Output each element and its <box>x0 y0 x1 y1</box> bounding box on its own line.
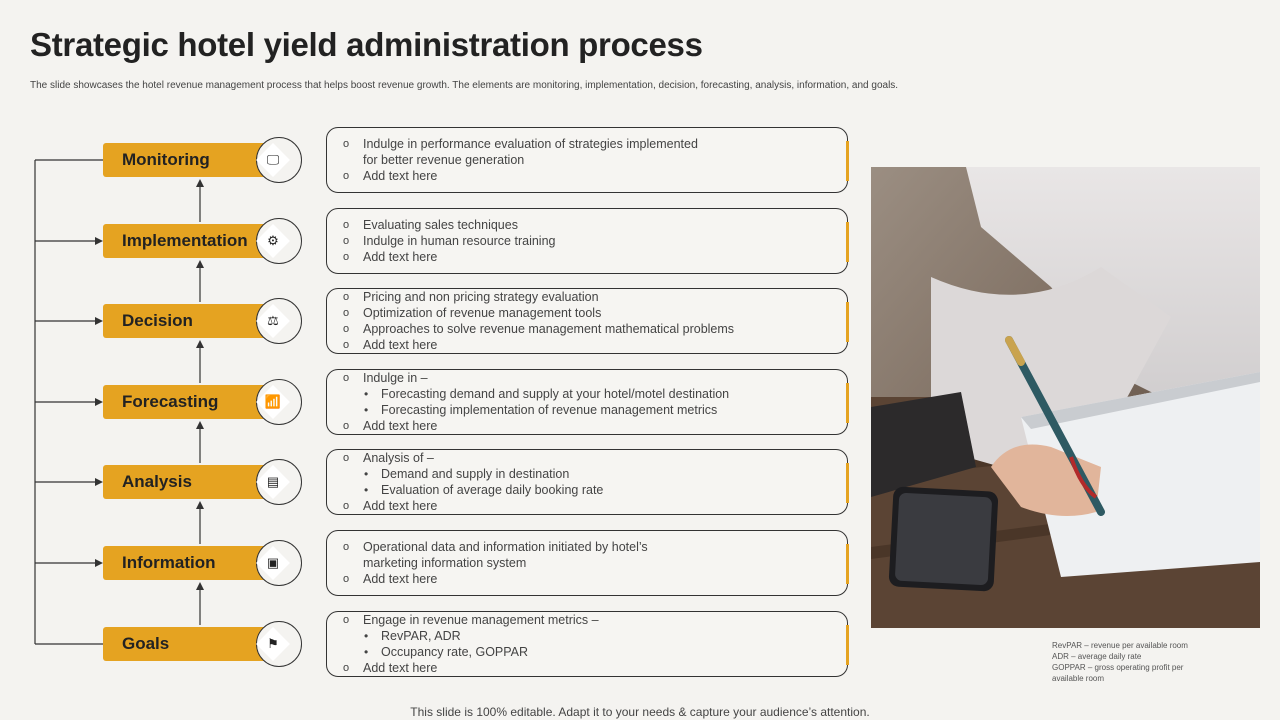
abbreviation-line: RevPAR – revenue per available room <box>1052 641 1188 650</box>
stage-detail-list <box>343 136 698 184</box>
detail-item: o Indulge in human resource training <box>343 233 555 249</box>
box-accent-bar <box>846 544 849 584</box>
detail-item: marketing information system <box>363 556 527 570</box>
abbreviation-line: GOPPAR – gross operating profit per <box>1052 663 1184 672</box>
detail-item: o Add text here <box>343 571 648 587</box>
detail-item: for better revenue generation <box>363 153 525 167</box>
stage-details-analysis <box>326 449 848 515</box>
abbreviation-line: ADR – average daily rate <box>1052 652 1142 661</box>
arrow-up-head <box>196 340 204 348</box>
team-goal-icon: ⚑ <box>267 636 279 651</box>
stage-label-monitoring: Monitoring <box>103 143 288 177</box>
box-accent-bar <box>846 222 849 262</box>
detail-item: • Forecasting implementation of revenue management metrics <box>343 402 729 418</box>
analytics-dashboard-icon: ▤ <box>266 474 280 489</box>
stage-label-analysis: Analysis <box>103 465 288 499</box>
arrow-up-head <box>196 501 204 509</box>
detail-item: • Demand and supply in destination <box>343 466 603 482</box>
detail-item: • Evaluation of average daily booking rate <box>343 482 603 498</box>
arrow-right-head <box>95 559 103 567</box>
arrow-up-head <box>196 582 204 590</box>
stage-details-information <box>326 530 848 596</box>
detail-item: o Pricing and non pricing strategy evaluation <box>343 289 734 305</box>
arrow-right-head <box>95 317 103 325</box>
box-accent-bar <box>846 383 849 423</box>
detail-item: o Add text here <box>343 498 603 514</box>
detail-item: o Indulge in – <box>343 370 729 386</box>
stage-label-decision: Decision <box>103 304 288 338</box>
detail-item: o Engage in revenue management metrics – <box>343 612 599 628</box>
arrow-up-head <box>196 179 204 187</box>
stage-details-goals <box>326 611 848 677</box>
stage-detail-list <box>343 450 603 514</box>
arrow-right-head <box>95 398 103 406</box>
abbreviation-line: available room <box>1052 674 1105 683</box>
detail-item: o Approaches to solve revenue management mathematical problems <box>343 321 734 337</box>
detail-item: o Add text here <box>343 249 555 265</box>
hotel-writing-photo <box>871 167 1260 628</box>
detail-item: o Add text here <box>343 337 734 353</box>
detail-item: o Operational data and information initiated by hotel’s <box>343 539 648 555</box>
arrow-right-head <box>95 237 103 245</box>
abbreviation-notes <box>1052 640 1188 684</box>
stage-detail-list <box>343 612 599 676</box>
stage-detail-list <box>343 370 729 434</box>
page-subtitle: The slide showcases the hotel revenue management process that helps boost revenue growth. The elements are monitoring, implementation, decision, forecasting, analysis, information, and goals. <box>30 80 899 91</box>
information-document-icon: ▣ <box>266 555 280 570</box>
detail-item: o Add text here <box>343 168 698 184</box>
stage-detail-list <box>343 289 734 353</box>
stage-label-forecasting: Forecasting <box>103 385 288 419</box>
detail-item: • Forecasting demand and supply at your hotel/motel destination <box>343 386 729 402</box>
stage-details-forecasting <box>326 369 848 435</box>
balance-scale-icon: ⚖ <box>267 313 279 328</box>
bar-chart-growth-icon: 📶 <box>264 394 282 409</box>
stage-details-decision <box>326 288 848 354</box>
stage-details-monitoring <box>326 127 848 193</box>
detail-item: o Add text here <box>343 418 729 434</box>
arrow-right-head <box>95 478 103 486</box>
presentation-screen-icon: 🖵 <box>266 152 280 167</box>
box-accent-bar <box>846 141 849 181</box>
arrow-up-head <box>196 421 204 429</box>
box-accent-bar <box>846 625 849 665</box>
detail-item: • RevPAR, ADR <box>343 628 599 644</box>
stage-label-implementation: Implementation <box>103 224 288 258</box>
detail-item: o Analysis of – <box>343 450 603 466</box>
detail-item: o Add text here <box>343 660 599 676</box>
detail-item: o Optimization of revenue management tools <box>343 305 734 321</box>
stage-detail-list <box>343 539 648 587</box>
footer-note: This slide is 100% editable. Adapt it to your needs & capture your audience’s attention. <box>410 705 870 719</box>
stage-detail-list <box>343 217 555 265</box>
box-accent-bar <box>846 463 849 503</box>
box-accent-bar <box>846 302 849 342</box>
stage-label-information: Information <box>103 546 288 580</box>
detail-item: o Indulge in performance evaluation of strategies implemented <box>343 136 698 152</box>
detail-item: o Evaluating sales techniques <box>343 217 555 233</box>
stage-label-goals: Goals <box>103 627 288 661</box>
page-title: Strategic hotel yield administration process <box>30 26 703 63</box>
arrow-up-head <box>196 260 204 268</box>
detail-item: • Occupancy rate, GOPPAR <box>343 644 599 660</box>
stage-details-implementation <box>326 208 848 274</box>
gear-target-icon: ⚙ <box>267 233 279 248</box>
